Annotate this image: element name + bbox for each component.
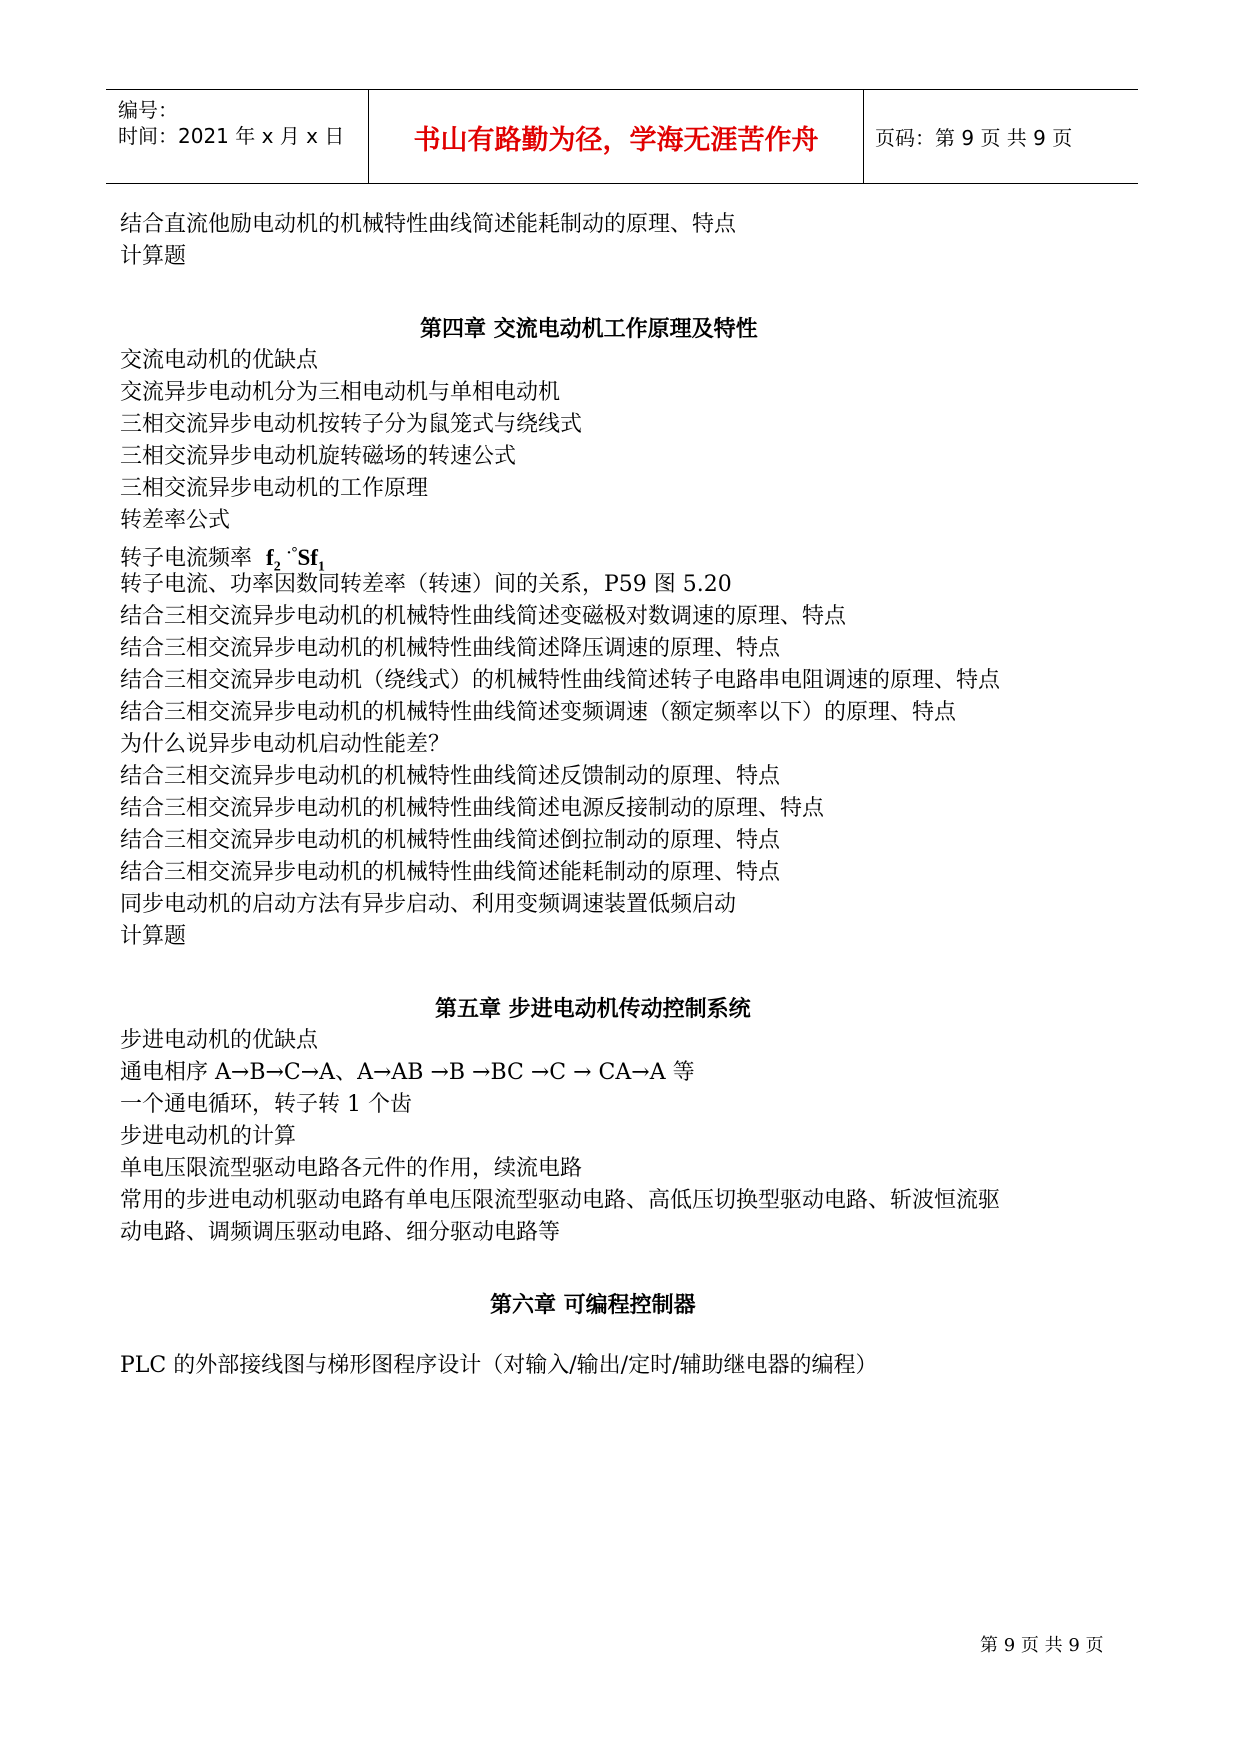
text-line: 三相交流异步电动机按转子分为鼠笼式与绕线式 (120, 412, 583, 437)
text-line: 三相交流异步电动机旋转磁场的转速公式 (120, 444, 517, 469)
chapter-5-title: 第五章 步进电动机传动控制系统 (435, 997, 751, 1022)
text-line: 结合三相交流异步电动机的机械特性曲线简述反馈制动的原理、特点 (120, 764, 781, 789)
chapter-6-title: 第六章 可编程控制器 (490, 1293, 696, 1318)
text-line: 计算题 (120, 924, 187, 949)
text-line: 结合三相交流异步电动机的机械特性曲线简述变磁极对数调速的原理、特点 (120, 604, 847, 629)
frequency-label: 转子电流频率 (120, 546, 253, 571)
text-line: 常用的步进电动机驱动电路有单电压限流型驱动电路、高低压切换型驱动电路、斩波恒流驱 (120, 1188, 1001, 1213)
text-line: 结合三相交流异步电动机的机械特性曲线简述能耗制动的原理、特点 (120, 860, 781, 885)
page-header (106, 89, 1138, 184)
text-line: 一个通电循环，转子转 1 个齿 (120, 1092, 412, 1117)
text-line: 交流电动机的优缺点 (120, 348, 319, 373)
motto: 书山有路勤为径，学海无涯苦作舟 (413, 125, 819, 156)
number-label: 编号： (118, 98, 178, 122)
text-line: 转差率公式 (120, 508, 231, 533)
header-left-cell (106, 90, 368, 183)
header-page-cell (863, 90, 1138, 183)
text-line: 动电路、调频调压驱动电路、细分驱动电路等 (120, 1220, 561, 1245)
text-line: 三相交流异步电动机的工作原理 (120, 476, 429, 501)
page-info: 页码：第 9 页 共 9 页 (875, 126, 1073, 150)
text-line: PLC 的外部接线图与梯形图程序设计（对输入/输出/定时/辅助继电器的编程） (120, 1353, 878, 1378)
text-line: 同步电动机的启动方法有异步启动、利用变频调速装置低频启动 (120, 892, 737, 917)
text-line: 转子电流、功率因数同转差率（转速）间的关系，P59 图 5.20 (120, 572, 732, 597)
chapter-4-title: 第四章 交流电动机工作原理及特性 (420, 317, 758, 342)
text-line: 结合直流他励电动机的机械特性曲线简述能耗制动的原理、特点 (120, 212, 737, 237)
header-motto-cell (368, 90, 864, 183)
text-line: 结合三相交流异步电动机的机械特性曲线简述变频调速（额定频率以下）的原理、特点 (120, 700, 957, 725)
text-line: 结合三相交流异步电动机的机械特性曲线简述降压调速的原理、特点 (120, 636, 781, 661)
time-label: 时间：2021 年 x 月 x 日 (118, 124, 345, 148)
text-line: 为什么说异步电动机启动性能差？ (120, 732, 451, 757)
slip-frequency-formula: $f_2$ $^{\cdot^\circ}Sf_1$ (266, 545, 325, 575)
text-line: 交流异步电动机分为三相电动机与单相电动机 (120, 380, 561, 405)
page-footer: 第 9 页 共 9 页 (980, 1635, 1104, 1656)
text-line: 单电压限流型驱动电路各元件的作用，续流电路 (120, 1156, 583, 1181)
text-line: 结合三相交流异步电动机的机械特性曲线简述倒拉制动的原理、特点 (120, 828, 781, 853)
text-line: 步进电动机的计算 (120, 1124, 297, 1149)
text-line: 结合三相交流异步电动机（绕线式）的机械特性曲线简述转子电路串电阻调速的原理、特点 (120, 668, 1001, 693)
text-line: 通电相序 A→B→C→A、A→AB →B →BC →C → CA→A 等 (120, 1060, 695, 1085)
text-line: 步进电动机的优缺点 (120, 1028, 319, 1053)
text-line: 计算题 (120, 244, 187, 269)
text-line: 结合三相交流异步电动机的机械特性曲线简述电源反接制动的原理、特点 (120, 796, 825, 821)
